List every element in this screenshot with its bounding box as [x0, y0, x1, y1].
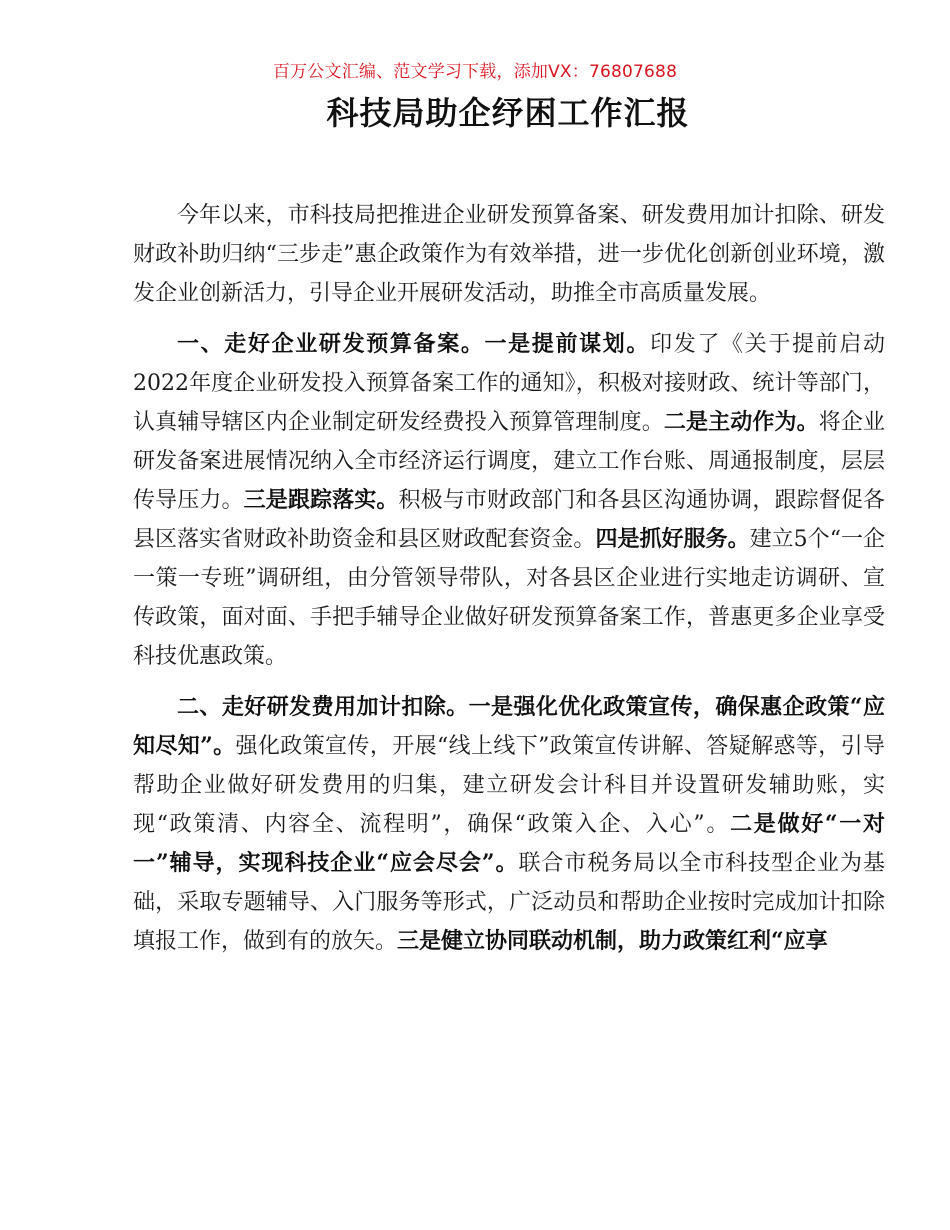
paragraph-text: 建立5个“一企一策一专班”调研组，由分管领导带队，对各县区企业进行实地走访调研、宣传政策，面对面、手把手辅导企业做好研发预算备案工作，普惠更多企业享受科技优惠政策。 — [133, 527, 885, 669]
watermark-text: 百万公文汇编、范文学习下载，添加VX：76807688 — [272, 62, 678, 82]
point-heading: 三是健立协同联动机制，助力政策红利“应享 — [397, 928, 828, 954]
paragraph-section-2 — [133, 688, 885, 961]
document-body — [133, 196, 885, 973]
section-heading: 一、走好企业研发预算备案。一是提前谋划。 — [177, 331, 651, 357]
paragraph-text: 积极与市财政部门和各县区沟通协调，跟踪督促各县区落实省财政补助资金和县区财政配套资金。 — [133, 488, 885, 552]
point-heading: 四是抓好服务。 — [595, 526, 750, 552]
section-heading: 二、走好研发费用加计扣除。一是强化优化政策宣传，确保惠企政策“应知尽知”。 — [133, 694, 885, 759]
paragraph-section-1 — [133, 325, 885, 676]
point-heading: 三是跟踪落实。 — [243, 487, 399, 513]
paragraph-intro — [133, 196, 885, 313]
point-heading: 二是主动作为。 — [663, 409, 819, 435]
paragraph-text: 将企业研发备案进展情况纳入全市经济运行调度，建立工作台账、周通报制度，层层传导压力。 — [133, 410, 885, 513]
document-title: 科技局助企纾困工作汇报 — [326, 94, 690, 132]
paragraph-text: 印发了《关于提前启动2022年度企业研发投入预算备案工作的通知》，积极对接财政、统计等部门，认真辅导辖区内企业制定研发经费投入预算管理制度。 — [133, 332, 885, 435]
paragraph-text: 强化政策宣传，开展“线上线下”政策宣传讲解、答疑解惑等，引导帮助企业做好研发费用的归集，建立研发会计科目并设置研发辅助账，实现“政策清、内容全、流程明”，确保“政策入企、入心”。 — [133, 734, 885, 837]
paragraph-text: 今年以来，市科技局把推进企业研发预算备案、研发费用加计扣除、研发财政补助归纳“三步走”惠企政策作为有效举措，进一步优化创新创业环境，激发企业创新活力，引导企业开展研发活动，助推全市高质量发展。 — [133, 203, 885, 306]
point-heading: 二是做好“一对一”辅导，实现科技企业“应会尽会”。 — [133, 811, 885, 876]
paragraph-text: 联合市税务局以全市科技型企业为基础，采取专题辅导、入门服务等形式，广泛动员和帮助企业按时完成加计扣除填报工作，做到有的放矢。 — [133, 851, 885, 954]
